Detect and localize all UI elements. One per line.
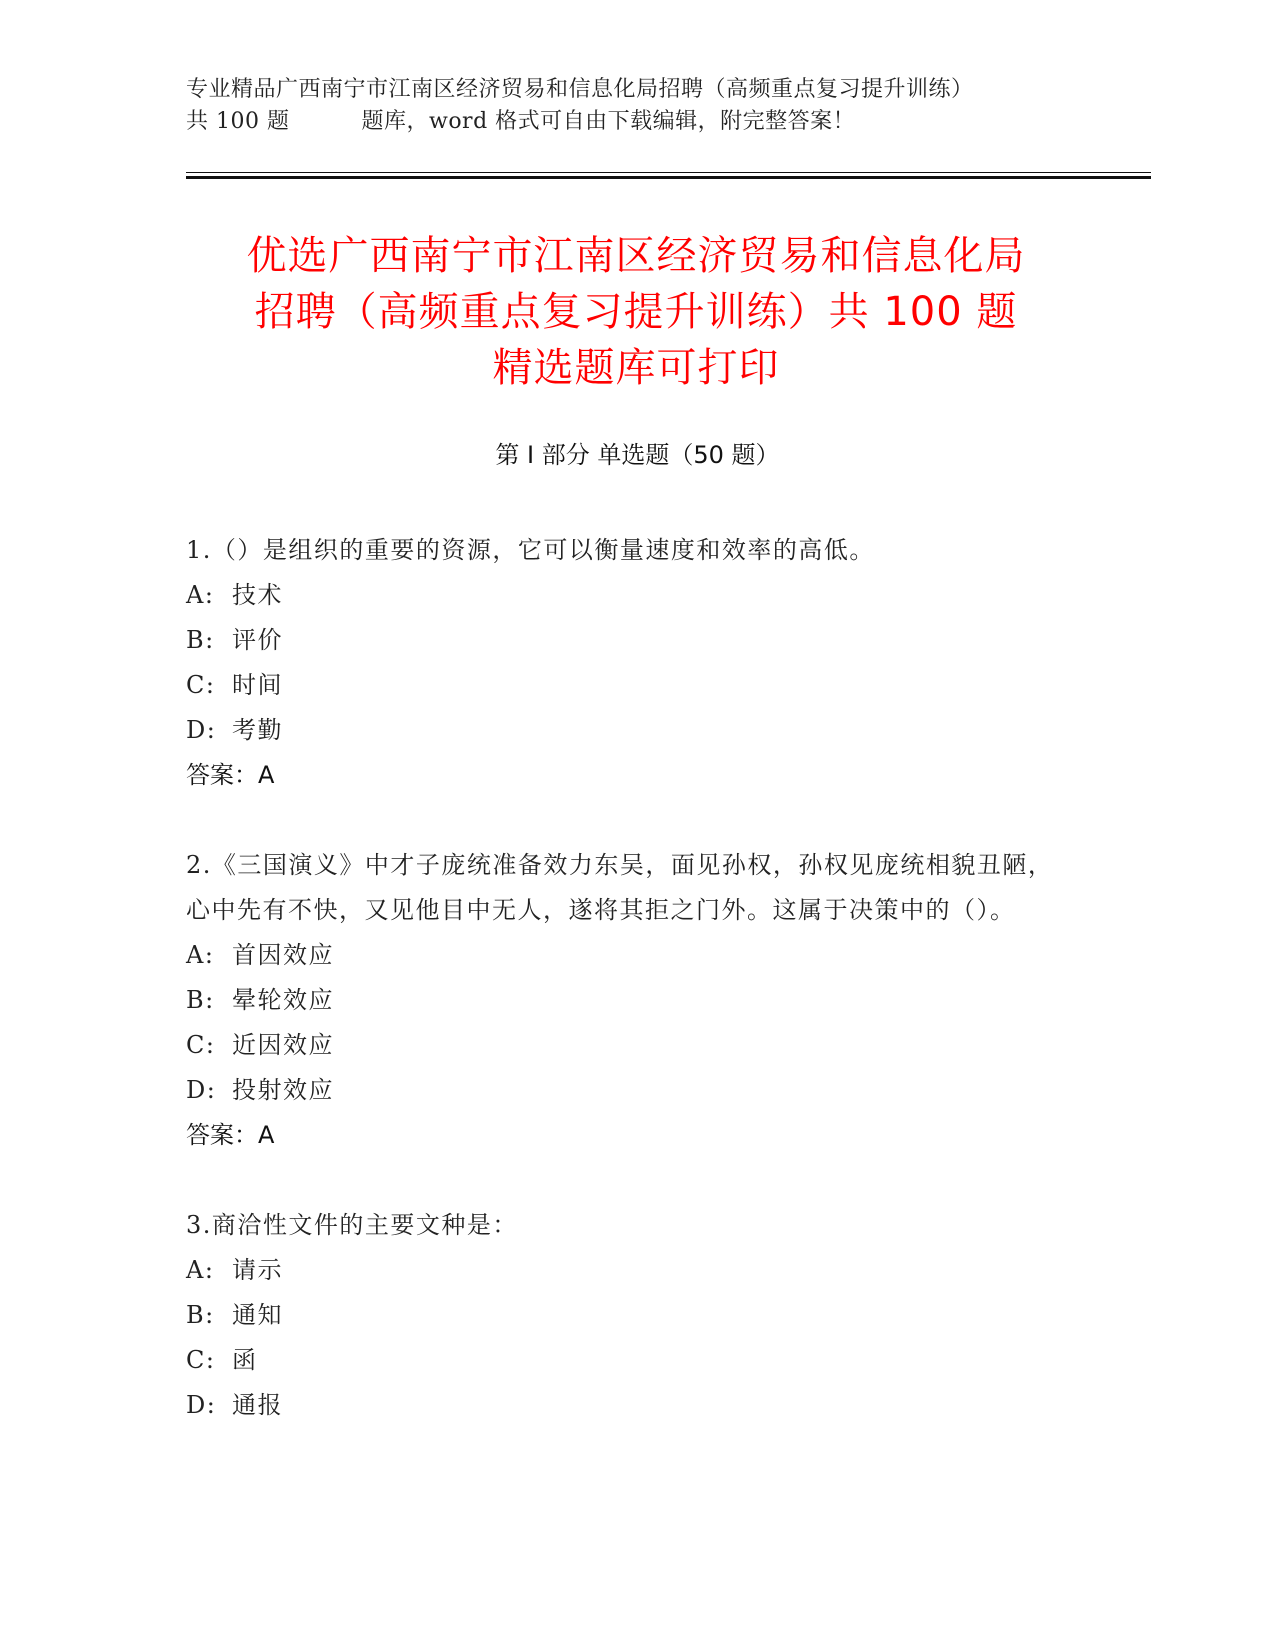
header-note-description: 题库，word 格式可自由下载编辑，附完整答案！: [361, 109, 856, 134]
header-note-line2: [186, 106, 1086, 138]
header-divider-thick: [186, 176, 1151, 179]
option-a: [186, 933, 1066, 978]
option-letter: B:: [186, 626, 215, 654]
option-letter: B:: [186, 1301, 215, 1329]
header-note-line1: 专业精品广西南宁市江南区经济贸易和信息化局招聘（高频重点复习提升训练）: [186, 77, 974, 102]
document-title-line2: 招聘（高频重点复习提升训练）共 100 题: [254, 289, 1018, 335]
option-letter: B:: [186, 986, 215, 1014]
option-c: [186, 663, 1066, 708]
option-text: 近因效应: [232, 1031, 334, 1059]
option-d: [186, 1383, 1066, 1428]
option-text: 通知: [232, 1301, 283, 1329]
option-a: [186, 1248, 1066, 1293]
option-letter: D:: [186, 1391, 217, 1419]
option-text: 技术: [232, 581, 283, 609]
option-text: 首因效应: [232, 941, 334, 969]
header-divider-thin: [186, 172, 1151, 173]
question-list: [186, 528, 1066, 1473]
option-text: 评价: [232, 626, 283, 654]
answer-line: 答案：A: [186, 761, 275, 789]
option-c: [186, 1023, 1066, 1068]
question-1: [186, 528, 1066, 798]
option-b: [186, 978, 1066, 1023]
option-letter: A:: [186, 1256, 215, 1284]
question-stem: 2.《三国演义》中才子庞统准备效力东吴，面见孙权，孙权见庞统相貌丑陋，心中先有不快，又见他目中无人，遂将其拒之门外。这属于决策中的（）。: [186, 851, 1054, 924]
question-2: [186, 843, 1066, 1158]
option-b: [186, 1293, 1066, 1338]
question-stem: 3.商洽性文件的主要文种是：: [186, 1211, 518, 1239]
question-3: [186, 1203, 1066, 1428]
option-text: 通报: [232, 1391, 283, 1419]
option-a: [186, 573, 1066, 618]
document-title-line3: 精选题库可打印: [492, 345, 780, 391]
option-b: [186, 618, 1066, 663]
question-stem: 1.（）是组织的重要的资源，它可以衡量速度和效率的高低。: [186, 536, 875, 564]
option-text: 投射效应: [232, 1076, 334, 1104]
option-c: [186, 1338, 1066, 1383]
header-note: [186, 74, 1086, 138]
option-d: [186, 708, 1066, 753]
option-text: 时间: [232, 671, 283, 699]
option-letter: C:: [186, 1031, 216, 1059]
header-note-count: 共 100 题: [186, 109, 290, 134]
section-title: 第 I 部分 单选题（50 题）: [495, 441, 780, 469]
answer-line: 答案：A: [186, 1121, 275, 1149]
document-title-line1: 优选广西南宁市江南区经济贸易和信息化局: [246, 233, 1026, 279]
option-text: 请示: [232, 1256, 283, 1284]
option-letter: D:: [186, 716, 217, 744]
document-title: [186, 228, 1086, 396]
option-d: [186, 1068, 1066, 1113]
option-letter: A:: [186, 941, 215, 969]
option-letter: C:: [186, 671, 216, 699]
option-text: 晕轮效应: [232, 986, 334, 1014]
option-text: 考勤: [232, 716, 283, 744]
option-letter: C:: [186, 1346, 216, 1374]
option-letter: A:: [186, 581, 215, 609]
option-text: 函: [232, 1346, 258, 1374]
option-letter: D:: [186, 1076, 217, 1104]
